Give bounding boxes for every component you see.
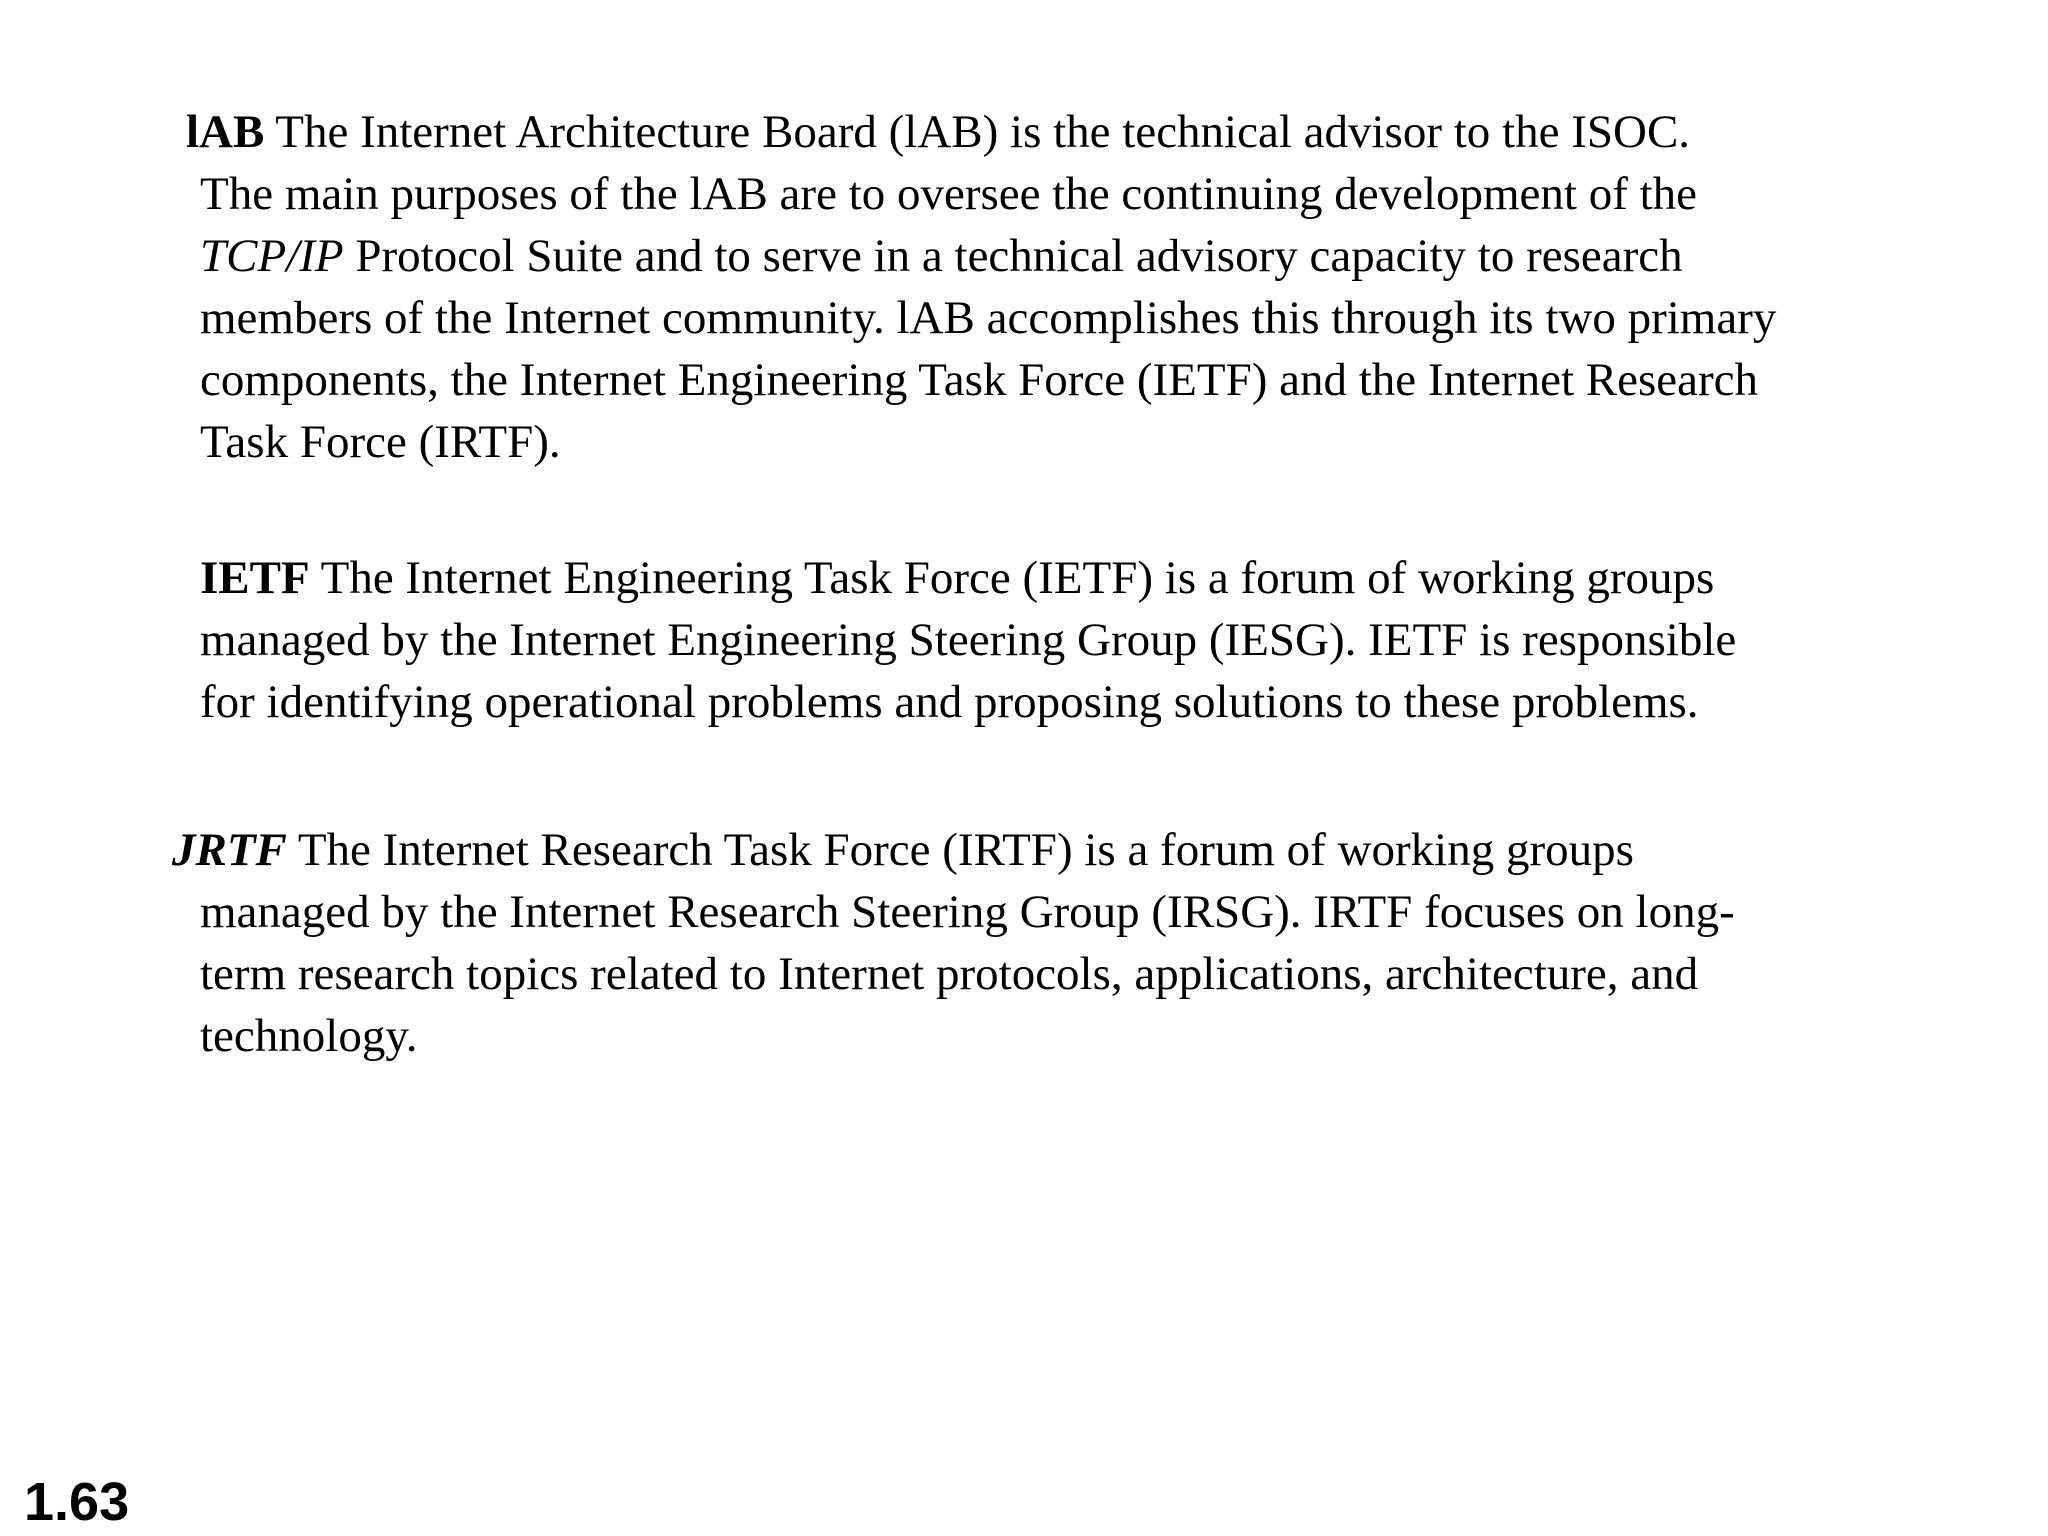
iab-text-tcpip: TCP/IP (200, 230, 344, 282)
paragraph-irtf-line-1 (172, 819, 1980, 881)
iab-text-line-1: The Internet Architecture Board (lAB) is the technical advisor to the ISOC. (275, 106, 1691, 158)
paragraph-irtf-line-4 (200, 1005, 1980, 1067)
ietf-text-line-3: for identifying operational problems and proposing solutions to these problems. (200, 676, 1699, 728)
paragraph-irtf-line-2 (200, 881, 1980, 943)
paragraph-iab-line-4 (200, 287, 1980, 349)
ietf-text-line-2: managed by the Internet Engineering Steering Group (IESG). IETF is responsible (200, 614, 1737, 666)
paragraph-ietf-line-3 (200, 671, 1980, 733)
paragraph-irtf (172, 819, 1980, 1067)
page-number: 1.63 (24, 1472, 130, 1532)
iab-text-line-6: Task Force (IRTF). (200, 416, 561, 468)
irtf-text-line-3: term research topics related to Internet protocols, applications, architecture, and (200, 948, 1699, 1000)
term-iab: lAB (186, 106, 265, 158)
irtf-text-line-1: The Internet Research Task Force (IRTF) is a forum of working groups (297, 824, 1634, 876)
iab-text-line-2: The main purposes of the lAB are to oversee the continuing development of the (200, 168, 1698, 220)
ietf-text-line-1: The Internet Engineering Task Force (IETF) is a forum of working groups (320, 552, 1715, 604)
iab-text-line-5: components, the Internet Engineering Task Force (IETF) and the Internet Research (200, 354, 1759, 406)
paragraph-iab (186, 101, 1980, 473)
paragraph-ietf-line-2 (200, 609, 1980, 671)
paragraph-iab-line-3 (200, 225, 1980, 287)
irtf-text-line-2: managed by the Internet Research Steering Group (IRSG). IRTF focuses on long- (200, 886, 1735, 938)
paragraph-ietf-line-1 (200, 547, 1980, 609)
paragraph-irtf-line-3 (200, 943, 1980, 1005)
term-irtf: JRTF (172, 824, 287, 876)
irtf-text-line-4: technology. (200, 1010, 418, 1062)
iab-text-line-4: members of the Internet community. lAB accomplishes this through its two primary (200, 292, 1777, 344)
term-ietf: IETF (200, 552, 310, 604)
paragraph-iab-line-6 (200, 411, 1980, 473)
paragraph-iab-line-5 (200, 349, 1980, 411)
paragraph-iab-line-2 (200, 163, 1980, 225)
paragraph-ietf (200, 547, 1980, 733)
paragraph-iab-line-1 (186, 101, 1980, 163)
iab-text-line-3: Protocol Suite and to serve in a technical advisory capacity to research (355, 230, 1683, 282)
